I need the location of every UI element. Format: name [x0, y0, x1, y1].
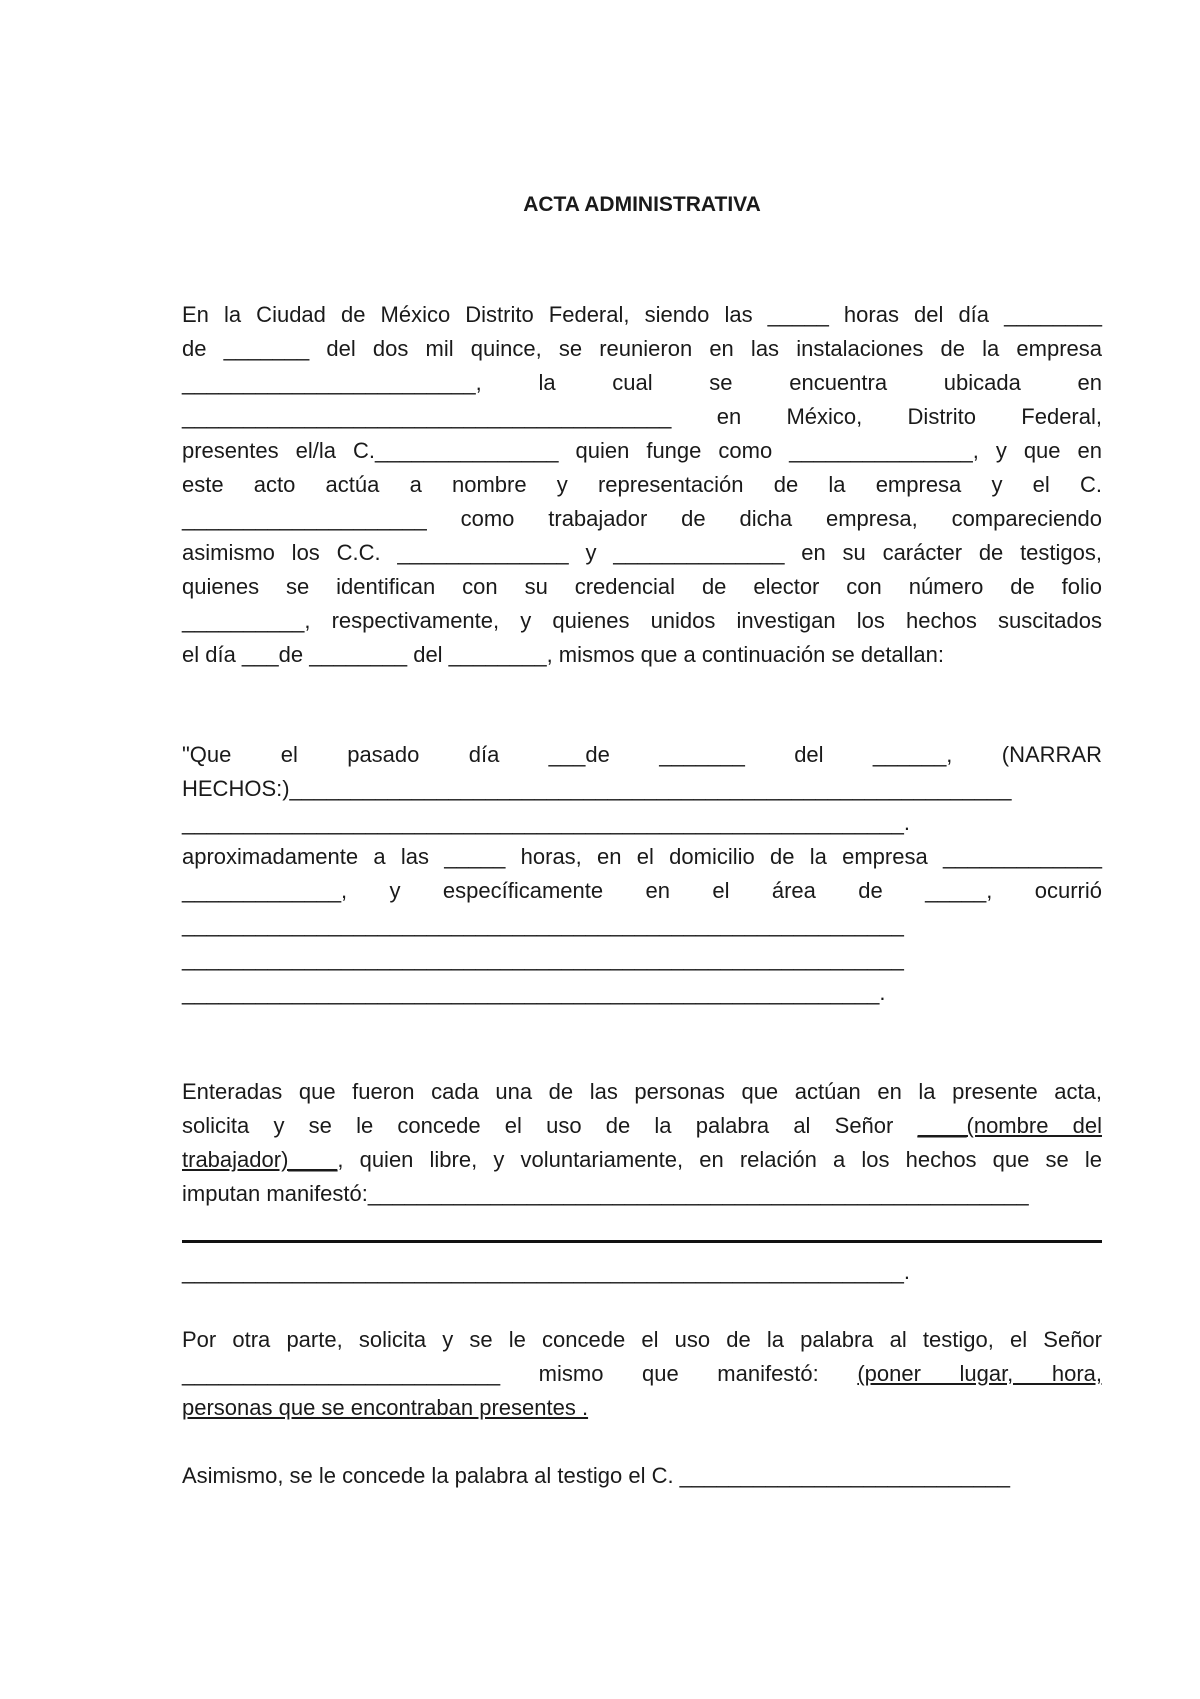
- body-line-16: _____________, y específicamente en el área de _____, ocurrió: [182, 878, 1102, 903]
- body-line-24: ___________________________________________________________.: [182, 1259, 910, 1284]
- body-line-15: aproximadamente a las _____ horas, en el domicilio de la empresa _____________: [182, 844, 1102, 869]
- body-line-23: imputan manifestó:______________________________________________________: [182, 1181, 1029, 1206]
- body-line-8: asimismo los C.C. ______________ y ______________ en su carácter de testigos,: [182, 540, 1102, 565]
- body-line-26: [182, 1359, 1102, 1389]
- body-line-20: Enteradas que fueron cada una de las personas que actúan en la presente acta,: [182, 1079, 1102, 1104]
- body-line-21: [182, 1111, 1102, 1141]
- body-line-14: ___________________________________________________________.: [182, 810, 910, 835]
- body-line-11: el día ___de ________ del ________, mismos que a continuación se detallan:: [182, 642, 945, 667]
- document-title: ACTA ADMINISTRATIVA: [523, 193, 761, 216]
- witness-statement-placeholder: (poner lugar, hora,: [857, 1361, 1102, 1386]
- witness-statement-placeholder-cont: personas que se encontraban presentes .: [182, 1395, 589, 1420]
- body-line-7: ____________________ como trabajador de dicha empresa, compareciendo: [182, 506, 1102, 531]
- worker-name-placeholder: ____(nombre del: [917, 1113, 1102, 1138]
- body-line-26-text: __________________________ mismo que manifestó:: [182, 1361, 819, 1386]
- body-line-3: ________________________, la cual se encuentra ubicada en: [182, 370, 1102, 395]
- body-line-18: ___________________________________________________________: [182, 946, 904, 971]
- signature-rule: [182, 1240, 1102, 1243]
- body-line-2: de _______ del dos mil quince, se reunieron en las instalaciones de la empresa: [182, 336, 1102, 361]
- body-line-22-text: , quien libre, y voluntariamente, en relación a los hechos que se le: [337, 1147, 1102, 1172]
- worker-name-placeholder-cont: trabajador)____: [182, 1147, 338, 1172]
- body-line-9: quienes se identifican con su credencial de elector con número de folio: [182, 574, 1102, 599]
- body-line-1: En la Ciudad de México Distrito Federal, siendo las _____ horas del día ________: [182, 302, 1102, 327]
- body-line-13: HECHOS:)___________________________________________________________: [182, 776, 1012, 801]
- body-line-17: ___________________________________________________________: [182, 912, 904, 937]
- body-line-10: __________, respectivamente, y quienes unidos investigan los hechos suscitados: [182, 608, 1102, 633]
- body-line-21-text: solicita y se le concede el uso de la palabra al Señor: [182, 1113, 894, 1138]
- body-line-19: _________________________________________________________.: [182, 980, 886, 1005]
- body-line-22: [182, 1145, 1102, 1175]
- body-line-5: presentes el/la C._______________ quien funge como _______________, y que en: [182, 438, 1102, 463]
- body-line-4: ________________________________________ en México, Distrito Federal,: [182, 404, 1102, 429]
- body-line-27: Asimismo, se le concede la palabra al testigo el C. ___________________________: [182, 1463, 1011, 1488]
- body-line-6: este acto actúa a nombre y representación de la empresa y el C.: [182, 472, 1102, 497]
- body-line-12: "Que el pasado día ___de _______ del ______, (NARRAR: [182, 742, 1102, 767]
- body-line-25: Por otra parte, solicita y se le concede el uso de la palabra al testigo, el Señor: [182, 1327, 1102, 1352]
